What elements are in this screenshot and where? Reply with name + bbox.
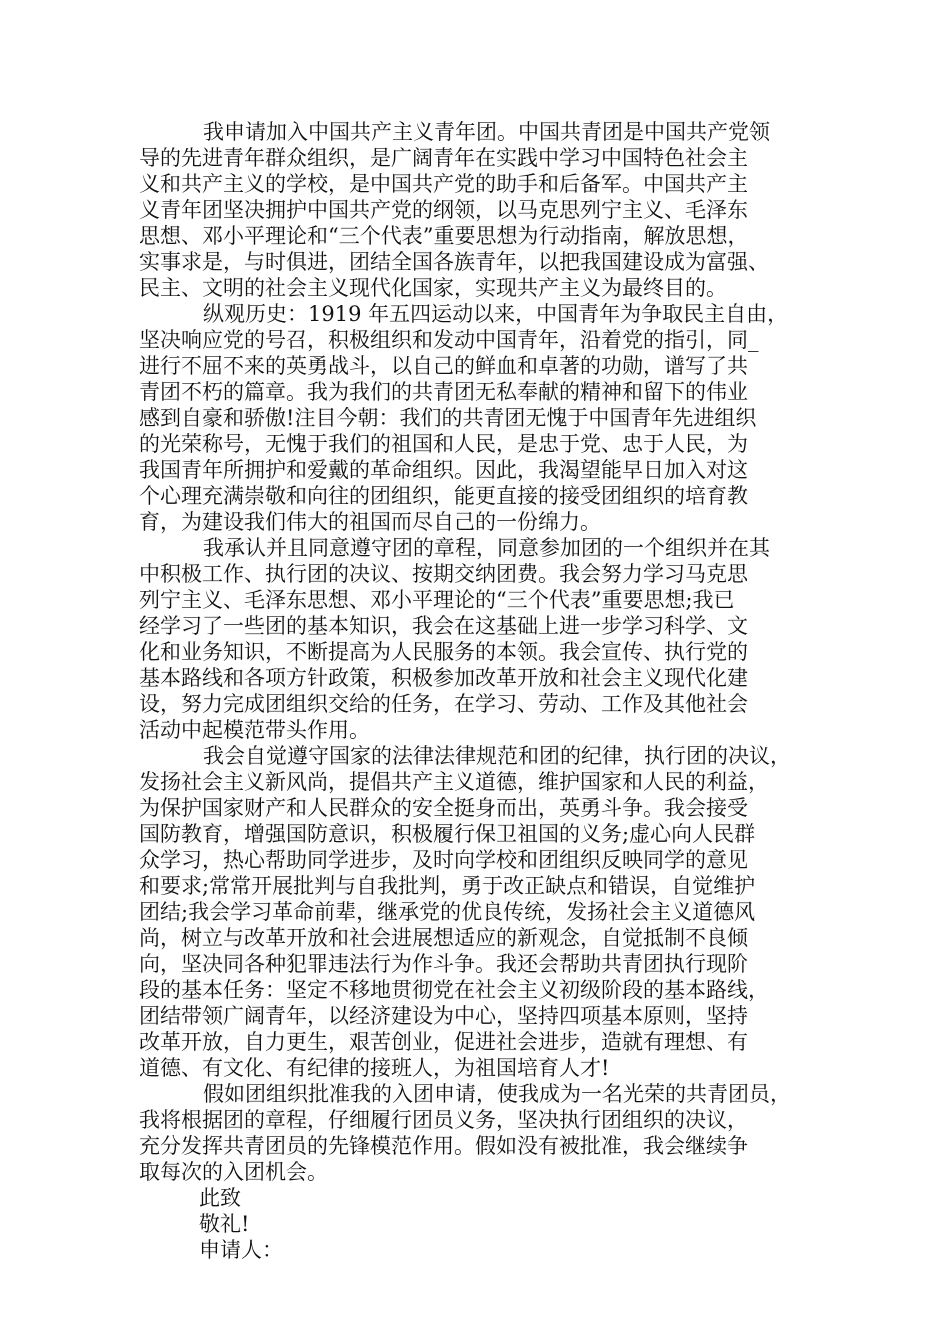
text-line: 取每次的入团机会。 [139, 1160, 328, 1184]
text-line: 经学习了一些团的基本知识，我会在这基础上进一步学习科学、文 [139, 614, 748, 638]
closing-regards: 敬礼! [199, 1212, 250, 1236]
paragraph-1 [139, 119, 815, 301]
text-line: 国防教育，增强国防意识，积极履行保卫祖国的义务;虚心向人民群 [139, 822, 756, 846]
text-line: 导的先进青年群众组织，是广阔青年在实践中学习中国特色社会主 [139, 146, 748, 170]
text-line: 改革开放，自力更生，艰苦创业，促进社会进步，造就有理想、有 [139, 1030, 748, 1054]
text-line: 的光荣称号，无愧于我们的祖国和人民，是忠于党、忠于人民，为 [139, 432, 748, 456]
text-line: 众学习，热心帮助同学进步，及时向学校和团组织反映同学的意见 [139, 848, 748, 872]
closing-block [139, 1185, 815, 1263]
text-line: 团结带领广阔青年，以经济建设为中心，坚持四项基本原则，坚持 [139, 1004, 748, 1028]
text-line: 青团不朽的篇章。我为我们的共青团无私奉献的精神和留下的伟业 [139, 380, 748, 404]
text-line: 列宁主义、毛泽东思想、邓小平理论的“三个代表”重要思想;我已 [139, 588, 735, 612]
signature-label: 申请人： [199, 1238, 283, 1262]
text-line: 进行不屈不来的英勇战斗，以自己的鲜血和卓著的功勋，谱写了共 [139, 354, 748, 378]
text-line: 思想、邓小平理论和“三个代表”重要思想为行动指南，解放思想， [139, 224, 749, 248]
text-line: 基本路线和各项方针政策，积极参加改革开放和社会主义现代化建 [139, 666, 748, 690]
text-line: 个心理充满崇敬和向往的团组织，能更直接的接受团组织的培育教 [139, 484, 748, 508]
text-line: 和要求;常常开展批判与自我批判，勇于改正缺点和错误，自觉维护 [139, 874, 756, 898]
paragraph-4 [139, 743, 815, 1081]
text-line: 育，为建设我们伟大的祖国而尽自己的一份绵力。 [139, 510, 601, 534]
text-line: 中积极工作、执行团的决议、按期交纳团费。我会努力学习马克思 [139, 562, 748, 586]
text-line: 义和共产主义的学校，是中国共产党的助手和后备军。中国共产主 [139, 172, 748, 196]
text-line: 发扬社会主义新风尚，提倡共产主义道德，维护国家和人民的利益， [139, 770, 769, 794]
text-line: 我国青年所拥护和爱戴的革命组织。因此，我渴望能早日加入对这 [139, 458, 748, 482]
document-body [139, 119, 815, 1263]
text-line: 向，坚决同各种犯罪违法行为作斗争。我还会帮助共青团执行现阶 [139, 952, 748, 976]
text-line: 民主、文明的社会主义现代化国家，实现共产主义为最终目的。 [139, 276, 727, 300]
text-line: 段的基本任务：坚定不移地贯彻党在社会主义初级阶段的基本路线， [139, 978, 769, 1002]
text-line: 义青年团坚决拥护中国共产党的纲领，以马克思列宁主义、毛泽东 [139, 198, 748, 222]
closing-salutation: 此致 [199, 1186, 241, 1210]
text-line: 充分发挥共青团员的先锋模范作用。假如没有被批准，我会继续争 [139, 1134, 748, 1158]
text-line: 为保护国家财产和人民群众的安全挺身而出，英勇斗争。我会接受 [139, 796, 748, 820]
text-line: 活动中起模范带头作用。 [139, 718, 370, 742]
text-line: 坚决响应党的号召，积极组织和发动中国青年，沿着党的指引，同_ [139, 328, 759, 352]
text-line: 纵观历史：1919 年五四运动以来，中国青年为争取民主自由， [203, 302, 789, 326]
paragraph-5 [139, 1081, 815, 1185]
text-line: 假如团组织批准我的入团申请，使我成为一名光荣的共青团员， [203, 1082, 791, 1106]
text-line: 我申请加入中国共产主义青年团。中国共青团是中国共产党领 [203, 120, 770, 144]
text-line: 我承认并且同意遵守团的章程，同意参加团的一个组织并在其 [203, 536, 770, 560]
text-line: 设，努力完成团组织交给的任务，在学习、劳动、工作及其他社会 [139, 692, 748, 716]
paragraph-2 [139, 301, 815, 535]
text-line: 道德、有文化、有纪律的接班人，为祖国培育人才! [139, 1056, 610, 1080]
text-line: 团结;我会学习革命前辈，继承党的优良传统，发扬社会主义道德风 [139, 900, 756, 924]
text-line: 感到自豪和骄傲!注目今朝：我们的共青团无愧于中国青年先进组织 [139, 406, 757, 430]
text-line: 我将根据团的章程，仔细履行团员义务，坚决执行团组织的决议， [139, 1108, 748, 1132]
text-line: 化和业务知识，不断提高为人民服务的本领。我会宣传、执行党的 [139, 640, 748, 664]
text-line: 尚，树立与改革开放和社会进展想适应的新观念，自觉抵制不良倾 [139, 926, 748, 950]
text-line: 我会自觉遵守国家的法律法律规范和团的纪律，执行团的决议， [203, 744, 791, 768]
text-line: 实事求是，与时俱进，团结全国各族青年，以把我国建设成为富强、 [139, 250, 769, 274]
paragraph-3 [139, 535, 815, 743]
